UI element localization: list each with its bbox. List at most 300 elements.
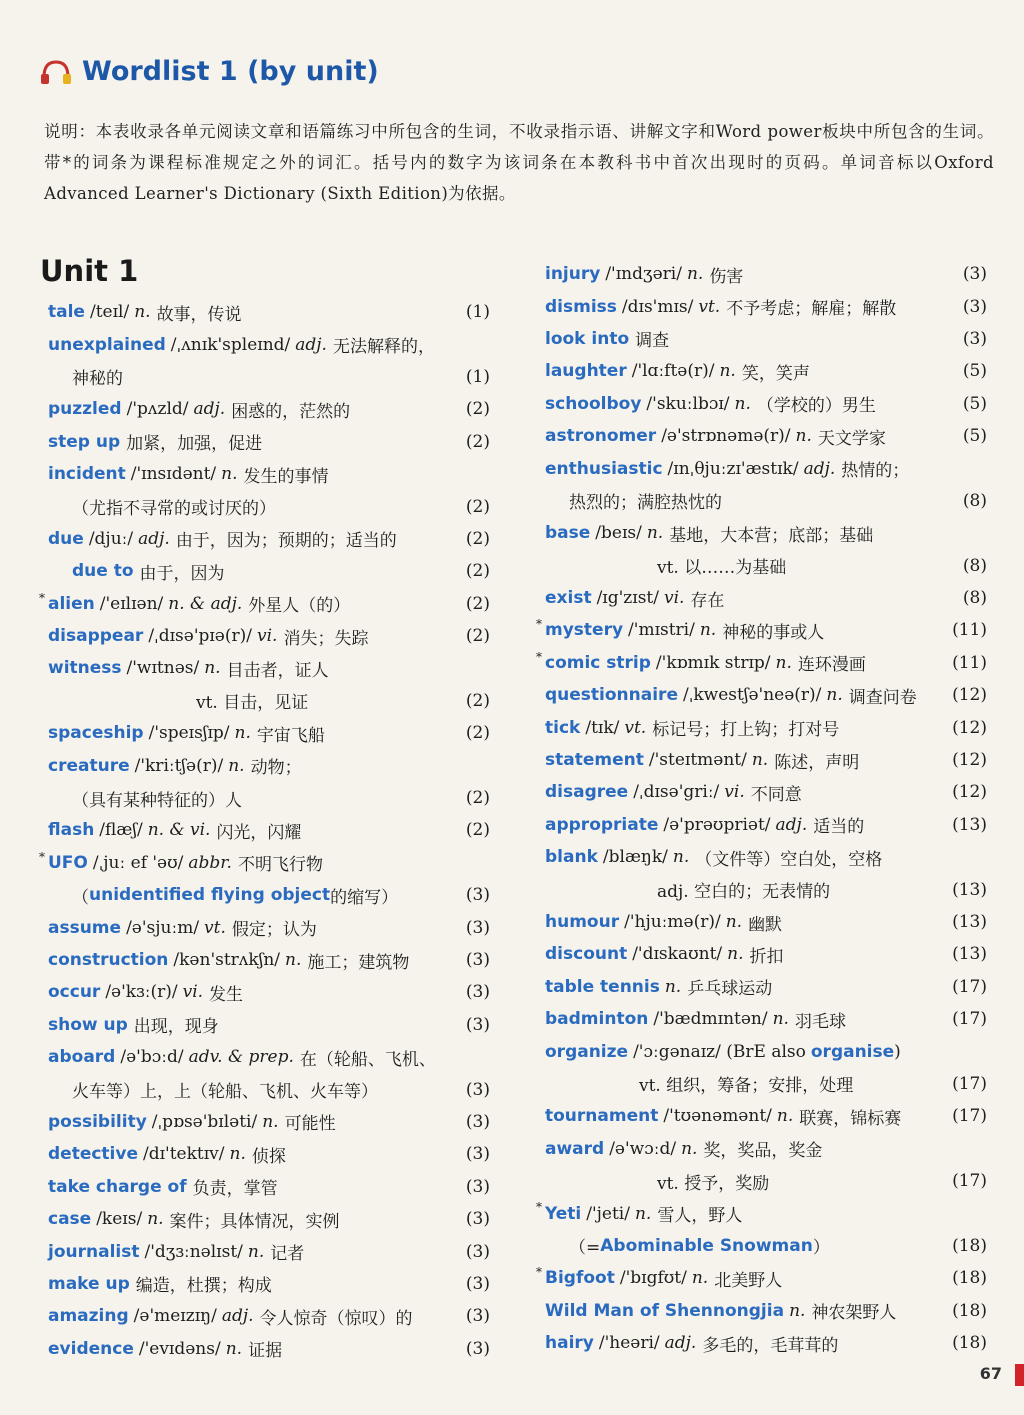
entry-headword: badminton — [545, 1009, 649, 1030]
entry-phonetic: /flæʃ/ — [99, 820, 143, 841]
wordlist-entry — [48, 1009, 496, 1041]
wordlist-entry — [545, 679, 993, 711]
entry-page-ref: (17) — [952, 976, 987, 997]
entry-headword: evidence — [48, 1338, 134, 1359]
entry-part-of-speech: n. — [727, 944, 744, 965]
entry-phonetic: /'hjuːmə(r)/ — [624, 912, 721, 932]
entry-page-ref: (3) — [465, 1079, 490, 1100]
entry-phonetic: /dɪs'mɪs/ — [621, 296, 694, 317]
entry-alt-spelling: organise — [810, 1041, 895, 1062]
entry-part-of-speech: n. — [826, 685, 843, 706]
entry-page-ref: (1) — [465, 366, 490, 387]
wordlist-entry — [545, 711, 993, 743]
entry-page-ref: (18) — [952, 1268, 987, 1289]
entry-headword: take charge of — [48, 1176, 187, 1197]
continuation-text: 神秘的 — [72, 369, 123, 390]
entry-page-ref: (2) — [465, 593, 490, 614]
continuation-text: adj. 空白的；无表情的 — [657, 882, 831, 903]
right-column — [536, 258, 993, 1359]
entry-meaning: 羽毛球 — [794, 1011, 846, 1032]
entry-headword: creature — [48, 755, 130, 776]
entry-part-of-speech: n. — [734, 393, 751, 414]
entry-headword: due — [48, 528, 84, 549]
unit-heading: Unit 1 — [40, 254, 139, 288]
entry-part-of-speech: n. — [719, 361, 736, 382]
entry-part-of-speech: adj. — [803, 458, 836, 479]
entry-part-of-speech: n. — [776, 1106, 794, 1127]
entry-page-ref: (5) — [962, 393, 987, 414]
continuation-text: 火车等）上，上（轮船、飞机、火车等） — [72, 1082, 378, 1103]
wordlist-entry — [48, 1041, 496, 1073]
entry-headword: assume — [48, 917, 122, 938]
entry-meaning: 在（轮船、飞机、 — [299, 1049, 436, 1070]
title-text: Wordlist 1 (by unit) — [82, 56, 379, 87]
entry-page-ref: (11) — [952, 620, 987, 641]
entry-page-ref: (3) — [465, 1338, 490, 1359]
entry-part-of-speech: n. — [228, 755, 245, 776]
wordlist-continuation — [48, 490, 496, 522]
entry-phonetic: /teɪl/ — [89, 302, 130, 323]
entry-part-of-speech: n. — [134, 302, 151, 323]
entry-headword: alien — [48, 593, 95, 614]
entry-part-of-speech: n. — [795, 426, 812, 447]
entry-meaning: 故事，传说 — [156, 304, 242, 325]
entry-page-ref: (2) — [465, 431, 490, 452]
entry-part-of-speech: abbr. — [188, 852, 232, 873]
entry-page-ref: (2) — [465, 399, 490, 420]
entry-phonetic: /ˌjuː ef 'əʊ/ — [92, 852, 184, 873]
entry-meaning: 神农架野人 — [811, 1303, 897, 1324]
entry-page-ref: (3) — [465, 1176, 490, 1197]
entry-part-of-speech: n. — [262, 1111, 279, 1132]
entry-page-ref: (2) — [465, 496, 490, 517]
entry-phonetic: /djuː/ — [88, 528, 134, 549]
wordlist-entry — [545, 323, 993, 355]
entry-part-of-speech: n. — [229, 1144, 246, 1165]
wordlist-entry — [545, 776, 993, 808]
wordlist-entry — [536, 1262, 993, 1294]
entry-page-ref: (3) — [465, 1273, 490, 1294]
entry-part-of-speech: n. — [691, 1268, 709, 1289]
entry-meaning: 案件；具体情况，实例 — [169, 1211, 340, 1232]
wordlist-entry — [48, 1106, 496, 1138]
wordlist-entry — [545, 1327, 993, 1359]
wordlist-entry — [545, 258, 993, 290]
entry-phonetic: /ə'bɔːd/ — [120, 1047, 184, 1068]
entry-headword: disappear — [48, 626, 144, 647]
continuation-text: （尤指不寻常的或讨厌的） — [72, 499, 276, 520]
entry-meaning: 不同意 — [750, 784, 802, 805]
syllabus-extra-mark: * — [536, 649, 542, 664]
entry-page-ref: (12) — [952, 685, 987, 706]
entry-meaning: 施工；建筑物 — [307, 952, 410, 973]
continuation-text: 热烈的；满腔热忱的 — [569, 493, 722, 514]
wordlist-entry — [48, 458, 496, 490]
entry-page-ref: (3) — [962, 264, 987, 285]
entry-meaning: 神秘的事或人 — [722, 622, 825, 643]
entry-page-ref: (3) — [465, 1111, 490, 1132]
entry-phonetic: /'mɪstri/ — [628, 620, 695, 641]
entry-phonetic: /dɪ'tektɪv/ — [143, 1144, 225, 1165]
entry-page-ref: (8) — [962, 490, 987, 511]
entry-part-of-speech: adj. — [138, 528, 170, 549]
wordlist-entry — [39, 588, 496, 620]
entry-page-ref: (13) — [952, 944, 987, 965]
wordlist-continuation — [48, 782, 496, 814]
entry-headword: base — [545, 523, 591, 544]
wordlist-entry — [545, 1003, 993, 1035]
entry-headword: laughter — [545, 361, 627, 382]
entry-meaning: 目击者，证人 — [226, 660, 329, 681]
page-title — [38, 56, 379, 87]
entry-meaning: 适当的 — [813, 817, 865, 838]
entry-page-ref: (1) — [465, 302, 490, 323]
entry-headword: disagree — [545, 782, 629, 803]
entry-part-of-speech: n. — [221, 464, 238, 485]
wordlist-entry — [545, 1035, 993, 1067]
entry-page-ref: (17) — [952, 1073, 987, 1094]
entry-headword: show up — [48, 1014, 128, 1035]
continuation-text: vt. 授予，奖励 — [657, 1173, 770, 1194]
continuation-term: unidentified flying object — [89, 885, 331, 906]
entry-phonetic: /keɪs/ — [96, 1209, 143, 1230]
entry-phonetic: /beɪs/ — [595, 523, 642, 544]
entry-meaning: 消失；失踪 — [283, 628, 369, 649]
wordlist-continuation — [545, 1165, 993, 1197]
entry-headword: exist — [545, 588, 592, 609]
entry-headword: look into — [545, 328, 630, 349]
entry-meaning: （文件等）空白处，空格 — [695, 849, 883, 870]
entry-phonetic: /ɪnˌθjuːzɪ'æstɪk/ — [667, 458, 799, 479]
syllabus-extra-mark: * — [39, 590, 45, 605]
entry-part-of-speech: adj. — [221, 1306, 254, 1327]
syllabus-extra-mark: * — [536, 1265, 542, 1280]
entry-meaning: 陈述，声明 — [774, 752, 860, 773]
entry-headword: unexplained — [48, 334, 166, 355]
entry-page-ref: (12) — [952, 717, 987, 738]
entry-headword: spaceship — [48, 723, 144, 744]
entry-phonetic: /blæŋk/ — [602, 847, 668, 868]
wordlist-continuation — [48, 685, 496, 717]
entry-page-ref: (3) — [465, 1241, 490, 1262]
page-tab-marker — [1015, 1364, 1024, 1386]
entry-meaning: 热情的； — [841, 461, 910, 482]
intro-text: 说明：本表收录各单元阅读文章和语篇练习中所包含的生词，不收录指示语、讲解文字和Word power板块中所包含的生词。带*的词条为课程标准规定之外的词汇。括号内的数字为该词条在本教科书中首次出现时的页码。单词音标以Oxford Advanced Learner's Dictionary (Sixth Edition)为依据。 — [44, 122, 994, 203]
entry-phonetic: /'bɪgfʊt/ — [619, 1268, 687, 1289]
entry-meaning: 不明飞行物 — [237, 855, 323, 876]
entry-headword: enthusiastic — [545, 458, 663, 479]
wordlist-entry — [48, 1300, 496, 1332]
entry-headword: Bigfoot — [545, 1268, 615, 1289]
wordlist-entry — [545, 971, 993, 1003]
entry-part-of-speech: n. — [646, 523, 664, 544]
entry-meaning: 由于，因为 — [139, 563, 225, 584]
entry-phonetic: /'lɑːftə(r)/ — [631, 361, 715, 382]
wordlist-entry — [48, 944, 496, 976]
wordlist-entry — [545, 452, 993, 484]
wordlist-entry — [48, 393, 496, 425]
entry-page-ref: (3) — [465, 885, 490, 906]
entry-headword: flash — [48, 820, 95, 841]
wordlist-entry — [545, 1133, 993, 1165]
entry-meaning: 幽默 — [748, 914, 783, 935]
entry-meaning: 记者 — [270, 1244, 305, 1265]
wordlist-entry — [545, 582, 993, 614]
entry-headword: dismiss — [545, 296, 617, 317]
entry-part-of-speech: n. — [285, 950, 302, 970]
wordlist-entry — [48, 426, 496, 458]
wordlist-entry — [48, 911, 496, 943]
entry-headword: amazing — [48, 1306, 129, 1327]
entry-meaning: 出现，现身 — [133, 1017, 219, 1038]
page-number: 67 — [979, 1364, 1002, 1383]
continuation-text: ） — [812, 1238, 830, 1259]
entry-page-ref: (5) — [962, 426, 987, 447]
entry-phonetic: /'dɪskaʊnt/ — [632, 944, 723, 965]
entry-part-of-speech: adj. — [775, 814, 808, 835]
entry-page-ref: (18) — [952, 1333, 987, 1354]
wordlist-entry — [536, 614, 993, 646]
entry-tail: ) — [894, 1041, 901, 1062]
entry-phonetic: /ə'sjuːm/ — [126, 917, 200, 938]
wordlist-continuation — [545, 485, 993, 517]
wordlist-entry — [48, 523, 496, 555]
entry-part-of-speech: adv. & prep. — [188, 1047, 294, 1068]
entry-part-of-speech: n. — [634, 1203, 652, 1224]
entry-part-of-speech: n. & adj. — [168, 593, 243, 614]
wordlist-entry — [48, 814, 496, 846]
continuation-prefix: （= — [569, 1238, 601, 1259]
entry-page-ref: (3) — [465, 1306, 490, 1327]
entry-page-ref: (3) — [465, 950, 490, 970]
entry-meaning: 存在 — [690, 590, 725, 611]
entry-page-ref: (3) — [465, 917, 490, 938]
entry-page-ref: (8) — [962, 588, 987, 609]
entry-headword: hairy — [545, 1333, 594, 1354]
wordlist-continuation — [545, 873, 993, 905]
continuation-term: Abominable Snowman — [600, 1235, 813, 1256]
wordlist-entry — [48, 1235, 496, 1267]
entry-part-of-speech: n. — [204, 658, 221, 679]
entry-meaning: 加紧，加强，促进 — [126, 434, 263, 455]
wordlist-entry — [48, 1203, 496, 1235]
entry-page-ref: (13) — [952, 879, 987, 900]
continuation-text: 的缩写） — [330, 887, 399, 908]
entry-meaning: 宇宙飞船 — [256, 725, 325, 746]
wordlist-entry — [545, 1100, 993, 1132]
entry-headword: journalist — [48, 1241, 140, 1262]
entry-part-of-speech: vt. — [204, 917, 226, 938]
entry-page-ref: (13) — [952, 912, 987, 932]
entry-phonetic: /ˌpɒsə'bɪləti/ — [151, 1111, 258, 1132]
wordlist-continuation — [48, 361, 496, 393]
entry-phonetic: /ˌʌnɪk'spleɪnd/ — [170, 334, 291, 355]
entry-part-of-speech: n. — [699, 620, 717, 641]
syllabus-extra-mark: * — [536, 617, 542, 632]
entry-part-of-speech: n. — [789, 1300, 806, 1321]
entry-phonetic: /'steɪtmənt/ — [648, 750, 747, 771]
entry-headword: schoolboy — [545, 393, 642, 414]
entry-phonetic: /'ɪndʒəri/ — [605, 264, 682, 285]
entry-phonetic: /'dʒɜːnəlɪst/ — [144, 1241, 243, 1262]
entry-page-ref: (2) — [465, 723, 490, 744]
entry-meaning: 连环漫画 — [797, 655, 866, 676]
entry-meaning: 北美野人 — [714, 1270, 783, 1291]
entry-headword: injury — [545, 264, 601, 285]
entry-meaning: 可能性 — [284, 1114, 336, 1135]
entry-meaning: 负责，掌管 — [192, 1179, 278, 1200]
entry-page-ref: (2) — [465, 528, 490, 549]
entry-headword: table tennis — [545, 976, 660, 997]
entry-headword: due to — [72, 561, 134, 582]
entry-headword: organize — [545, 1041, 629, 1062]
entry-phonetic: /'tʊənəmənt/ — [663, 1106, 772, 1127]
entry-meaning: （学校的）男生 — [756, 396, 876, 417]
entry-page-ref: (17) — [952, 1009, 987, 1030]
entry-part-of-speech: n. — [672, 847, 690, 868]
entry-headword: comic strip — [545, 652, 651, 673]
entry-phonetic: /'eɪlɪən/ — [99, 593, 164, 614]
entry-phonetic: /'ɔːgənaɪz/ (BrE also — [633, 1041, 806, 1062]
entry-page-ref: (8) — [962, 555, 987, 576]
wordlist-entry — [48, 1268, 496, 1300]
wordlist-entry — [545, 906, 993, 938]
entry-meaning: 发生 — [209, 984, 244, 1005]
wordlist-entry — [545, 388, 993, 420]
entry-page-ref: (2) — [465, 788, 490, 809]
entry-phonetic: /tɪk/ — [585, 717, 620, 738]
wordlist-entry — [545, 1295, 993, 1327]
wordlist-entry — [48, 717, 496, 749]
entry-headword: Wild Man of Shennongjia — [545, 1300, 785, 1321]
entry-part-of-speech: n. — [725, 912, 743, 932]
entry-phonetic: /ˌkwestʃə'neə(r)/ — [682, 685, 822, 706]
wordlist-entry — [545, 517, 993, 549]
entry-headword: occur — [48, 982, 101, 1003]
wordlist-entry — [48, 652, 496, 684]
entry-phonetic: /ə'prəʊpriət/ — [663, 814, 771, 835]
continuation-text: vt. 以……为基础 — [657, 558, 787, 579]
entry-part-of-speech: vi. — [257, 626, 278, 647]
entry-headword: statement — [545, 750, 644, 771]
wordlist-entry — [39, 847, 496, 879]
entry-headword: appropriate — [545, 814, 659, 835]
entry-headword: tale — [48, 302, 85, 323]
entry-page-ref: (18) — [952, 1235, 987, 1256]
wordlist-entry — [48, 749, 496, 781]
entry-headword: UFO — [48, 852, 88, 873]
entry-part-of-speech: n. — [234, 723, 251, 744]
wordlist-entry — [545, 744, 993, 776]
entry-part-of-speech: vi. — [182, 982, 204, 1003]
entry-page-ref: (17) — [952, 1171, 987, 1192]
entry-meaning: 闪光，闪耀 — [216, 822, 302, 843]
entry-meaning: 困惑的，茫然的 — [231, 401, 351, 422]
entry-part-of-speech: adj. — [664, 1333, 697, 1354]
entry-part-of-speech: vt. — [698, 296, 721, 317]
entry-phonetic: /'bædmɪntən/ — [653, 1009, 768, 1030]
entry-phonetic: /'heəri/ — [598, 1333, 660, 1354]
entry-meaning: 动物； — [250, 758, 302, 779]
syllabus-extra-mark: * — [39, 849, 45, 864]
entry-page-ref: (18) — [952, 1300, 987, 1321]
left-column — [39, 296, 496, 1365]
entry-phonetic: /ə'kɜː(r)/ — [105, 982, 178, 1003]
entry-headword: construction — [48, 950, 169, 970]
entry-headword: questionnaire — [545, 685, 678, 706]
entry-meaning: 发生的事情 — [243, 466, 329, 487]
entry-headword: humour — [545, 912, 620, 932]
entry-meaning: 天文学家 — [817, 428, 886, 449]
entry-meaning: 侦探 — [251, 1146, 286, 1167]
entry-page-ref: (3) — [465, 1014, 490, 1035]
entry-phonetic: /ˌdɪsə'griː/ — [633, 782, 720, 803]
wordlist-entry — [545, 809, 993, 841]
wordlist-continuation — [545, 1230, 993, 1262]
headphones-icon — [38, 57, 74, 87]
entry-page-ref: (3) — [962, 328, 987, 349]
wordlist-entry — [545, 420, 993, 452]
entry-part-of-speech: n. — [225, 1338, 243, 1359]
entry-meaning: 无法解释的， — [332, 337, 435, 358]
entry-headword: tournament — [545, 1106, 659, 1127]
entry-phonetic: /'evɪdəns/ — [138, 1338, 221, 1359]
entry-meaning: 调查问卷 — [848, 687, 917, 708]
entry-page-ref: (12) — [952, 750, 987, 771]
entry-headword: Yeti — [545, 1203, 582, 1224]
entry-headword: make up — [48, 1273, 130, 1294]
entry-meaning: 由于，因为；预期的；适当的 — [175, 531, 397, 552]
entry-meaning: 假定；认为 — [231, 920, 317, 941]
entry-meaning: 不予考虑；解雇；解散 — [726, 299, 897, 320]
entry-headword: case — [48, 1209, 92, 1230]
wordlist-entry — [48, 976, 496, 1008]
wordlist-entry — [536, 647, 993, 679]
wordlist-continuation — [545, 550, 993, 582]
entry-phonetic: /'pʌzld/ — [126, 399, 189, 420]
wordlist-entry — [48, 1333, 496, 1365]
entry-phonetic: /ə'strɒnəmə(r)/ — [661, 426, 791, 447]
entry-phonetic: /ə'meɪzɪŋ/ — [133, 1306, 217, 1327]
wordlist-entry — [545, 841, 993, 873]
entry-meaning: 多毛的，毛茸茸的 — [702, 1335, 839, 1356]
entry-part-of-speech: n. — [775, 652, 792, 673]
entry-part-of-speech: n. — [681, 1138, 698, 1159]
entry-page-ref: (3) — [465, 1209, 490, 1230]
entry-meaning: 伤害 — [709, 266, 744, 287]
entry-phonetic: /ˌdɪsə'pɪə(r)/ — [148, 626, 252, 647]
entry-page-ref: (2) — [465, 626, 490, 647]
entry-phonetic: /ɪg'zɪst/ — [596, 588, 659, 609]
entry-phonetic: /ə'wɔːd/ — [609, 1138, 677, 1159]
wordlist-entry — [48, 1138, 496, 1170]
entry-meaning: 乒乓球运动 — [687, 979, 773, 1000]
wordlist-entry — [48, 555, 496, 587]
entry-page-ref: (3) — [465, 1144, 490, 1165]
entry-meaning: 编造，杜撰；构成 — [135, 1276, 272, 1297]
entry-phonetic: /'skuːlbɔɪ/ — [646, 393, 730, 414]
wordlist-entry — [545, 938, 993, 970]
entry-page-ref: (12) — [952, 782, 987, 803]
entry-headword: detective — [48, 1144, 138, 1165]
wordlist-continuation — [545, 1068, 993, 1100]
wordlist-entry — [48, 620, 496, 652]
entry-headword: mystery — [545, 620, 624, 641]
entry-meaning: 令人惊奇（惊叹）的 — [259, 1308, 413, 1329]
entry-headword: aboard — [48, 1047, 116, 1068]
entry-phonetic: /'ɪnsɪdənt/ — [130, 464, 217, 485]
syllabus-extra-mark: * — [536, 1200, 542, 1215]
